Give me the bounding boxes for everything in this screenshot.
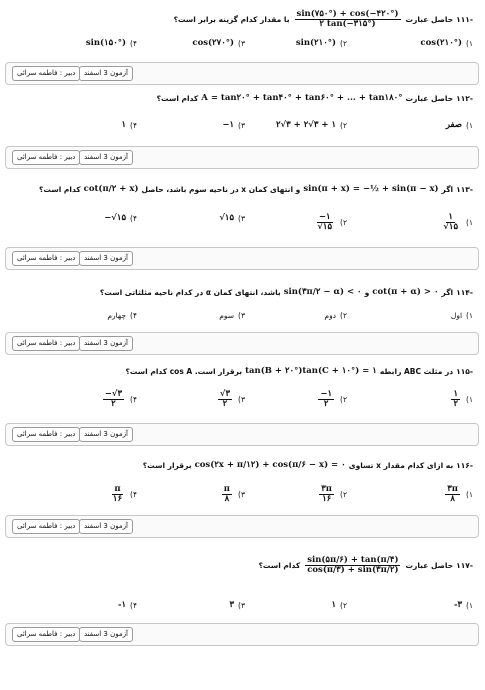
question-footer: [5, 332, 479, 355]
option-label: ۴): [130, 600, 137, 610]
option-label: ۴): [130, 490, 137, 500]
option-4[interactable]: [107, 311, 137, 320]
options-row: [0, 120, 485, 136]
option-label: ۲): [340, 120, 347, 130]
option-value: sin(۱۵۰°): [85, 38, 127, 48]
fraction-denominator: ۱۶: [112, 494, 123, 505]
option-fraction: [318, 390, 334, 410]
exam-tag[interactable]: آزمون 3 اسفند: [79, 519, 133, 534]
option-2[interactable]: [313, 213, 347, 233]
teacher-tag[interactable]: دبیر : فاطمه سرائی: [12, 150, 80, 165]
option-4[interactable]: [121, 120, 137, 130]
option-value: −√۱۵: [104, 213, 127, 223]
question-text: کدام است؟: [156, 93, 199, 103]
question-text: کدام است؟: [258, 561, 301, 571]
option-fraction: [451, 390, 460, 410]
question-text: به ازای کدام مقدار x تساوی: [348, 460, 454, 470]
option-value: cos(۲۷۰°): [192, 38, 235, 48]
option-label: ۳): [238, 600, 245, 610]
option-2[interactable]: [276, 120, 347, 130]
option-label: ۲): [340, 218, 347, 228]
option-label: ۱): [466, 120, 473, 130]
option-label: ۲): [340, 490, 347, 500]
expression-fraction: [305, 556, 400, 576]
exam-tag[interactable]: آزمون 3 اسفند: [79, 427, 133, 442]
option-label: ۱): [466, 490, 473, 500]
fraction-numerator: −۱: [318, 212, 331, 222]
fraction-denominator: ۲: [111, 399, 116, 410]
fraction-denominator: ۸: [224, 494, 230, 505]
fraction-denominator: ۸: [450, 494, 455, 505]
option-label: ۱): [466, 311, 473, 320]
option-4[interactable]: [109, 485, 137, 505]
option-label: ۳): [238, 120, 245, 130]
teacher-tag[interactable]: دبیر : فاطمه سرائی: [12, 627, 80, 642]
option-label: ۲): [340, 600, 347, 610]
option-value: cos(۲۱۰°): [420, 38, 463, 48]
fraction-numerator: ۳π: [447, 484, 459, 494]
expression: cos(۲x + π/۱۲) + cos(π/۶ − x) = ۰: [194, 460, 346, 470]
option-value: صفر: [445, 120, 463, 130]
fraction-denominator: ۲ tan(−۳۱۵°): [319, 19, 376, 30]
fraction-numerator: π: [114, 484, 121, 494]
option-label: ۲): [340, 395, 347, 405]
expression: A = tan۲۰° + tan۴۰° + tan۶۰° + ... + tan۱۸۰°: [201, 93, 403, 103]
option-1[interactable]: [439, 213, 473, 233]
option-value: سوم: [219, 311, 235, 320]
option-fraction: [441, 213, 460, 233]
question-text: حاصل عبارت: [405, 561, 454, 571]
fraction-denominator: ۱۶: [322, 494, 332, 505]
option-label: ۴): [130, 213, 137, 223]
expression: sin(۳π/۲ − α) < ۰: [283, 287, 362, 297]
option-value: √۱۵: [219, 213, 235, 223]
option-value: چهارم: [107, 311, 127, 320]
exam-tag[interactable]: آزمون 3 اسفند: [79, 336, 133, 351]
option-label: ۲): [340, 38, 347, 48]
option-value: -۱: [117, 600, 127, 610]
question-stem: [125, 366, 473, 376]
fraction-denominator: ۲: [222, 399, 228, 410]
options-row: [0, 38, 485, 54]
teacher-tag[interactable]: دبیر : فاطمه سرائی: [12, 66, 80, 81]
option-label: ۳): [238, 311, 245, 320]
options-row: [0, 311, 485, 327]
question-stem: [157, 93, 473, 103]
teacher-tag[interactable]: دبیر : فاطمه سرائی: [12, 336, 80, 351]
option-value: ۱: [331, 600, 337, 610]
option-1[interactable]: [420, 38, 473, 48]
fraction-numerator: ۱: [448, 212, 453, 222]
option-label: ۴): [130, 395, 137, 405]
question-footer: [5, 515, 479, 538]
fraction-numerator: π: [223, 484, 231, 494]
expression: sin(π + x) = −½ + sin(π − x): [303, 184, 439, 194]
option-value: sin(۲۱۰°): [295, 38, 337, 48]
options-row: [0, 212, 485, 233]
question-text: اگر: [441, 287, 454, 297]
fraction-denominator: cos(π/۳) + sin(۳π/۲): [307, 565, 399, 576]
question-text: اگر: [441, 184, 454, 194]
teacher-tag[interactable]: دبیر : فاطمه سرائی: [12, 251, 80, 266]
option-value: −۱: [222, 120, 235, 130]
option-label: ۴): [130, 120, 137, 130]
question-text: با مقدار کدام گزینه برابر است؟: [173, 15, 290, 25]
expression: cot(π/۲ + x): [83, 184, 139, 194]
option-3[interactable]: [192, 38, 245, 48]
option-label: ۱): [466, 600, 473, 610]
question-number: -۱۱۷: [456, 561, 473, 571]
fraction-numerator: −√۳: [104, 389, 123, 399]
question-number: -۱۱۵: [456, 366, 473, 376]
option-fraction: [445, 485, 460, 505]
fraction-numerator: ۳π: [321, 484, 333, 494]
question-footer: [5, 247, 479, 270]
option-3[interactable]: [219, 213, 245, 223]
option-2[interactable]: [317, 485, 347, 505]
fraction-numerator: sin(۷۵۰°) + cos(−۴۲۰°): [296, 9, 399, 19]
option-label: ۱): [466, 38, 473, 48]
question-stem: [143, 460, 473, 470]
option-label: ۴): [130, 38, 137, 48]
option-label: ۳): [238, 38, 245, 48]
question-text: و: [364, 287, 370, 297]
option-4[interactable]: [86, 38, 137, 48]
option-value: -۳: [453, 600, 463, 610]
option-1[interactable]: [449, 390, 473, 410]
fraction-numerator: ۱: [453, 389, 459, 399]
expression: cot(π + α) > ۰: [372, 287, 439, 297]
option-fraction: [111, 485, 124, 505]
question-footer: [5, 423, 479, 446]
question-footer: [5, 62, 479, 85]
question-text: و انتهای کمان x در ناحیه سوم باشد، حاصل: [141, 184, 301, 194]
option-4[interactable]: [104, 213, 137, 223]
option-3[interactable]: [216, 390, 245, 410]
question-footer: [5, 623, 479, 646]
option-value: ۳: [229, 600, 235, 610]
exam-tag[interactable]: آزمون 3 اسفند: [79, 66, 133, 81]
option-3[interactable]: [219, 311, 245, 320]
option-1[interactable]: [451, 311, 473, 320]
fraction-denominator: ۲: [453, 399, 459, 410]
option-label: ۴): [130, 311, 137, 320]
option-1[interactable]: [454, 600, 473, 610]
exam-tag[interactable]: آزمون 3 اسفند: [79, 251, 133, 266]
option-4[interactable]: [118, 600, 137, 610]
question-number: -۱۱۳: [456, 184, 473, 194]
option-3[interactable]: [229, 600, 245, 610]
option-fraction: [103, 390, 124, 410]
option-label: ۳): [238, 490, 245, 500]
question-text: در مثلث ABC رابطه: [379, 366, 454, 376]
teacher-tag[interactable]: دبیر : فاطمه سرائی: [12, 519, 80, 534]
expression: tan(B + ۲۰°)tan(C + ۱۰°) = ۱: [245, 366, 377, 376]
option-label: ۲): [340, 311, 347, 320]
option-value: دوم: [324, 311, 337, 320]
question-number: -۱۱۴: [456, 287, 473, 297]
question-stem: [259, 556, 473, 576]
fraction-denominator: ۲: [323, 399, 329, 410]
options-row: [0, 484, 485, 505]
question-text: برقرار است؟: [142, 460, 192, 470]
question-text: باشد، انتهای کمان α در کدام ناحیه مثلثاتی است؟: [99, 287, 281, 297]
question-text: حاصل عبارت: [405, 15, 454, 25]
option-2[interactable]: [331, 600, 347, 610]
teacher-tag[interactable]: دبیر : فاطمه سرائی: [12, 427, 80, 442]
fraction-denominator: √۱۵: [443, 222, 459, 233]
option-1[interactable]: [443, 485, 473, 505]
option-fraction: [319, 485, 334, 505]
option-2[interactable]: [296, 38, 347, 48]
question-stem: [174, 10, 473, 30]
option-fraction: [218, 390, 232, 410]
option-fraction: [222, 485, 232, 505]
exam-tag[interactable]: آزمون 3 اسفند: [79, 150, 133, 165]
option-label: ۳): [238, 395, 245, 405]
question-text: حاصل عبارت: [405, 93, 454, 103]
question-text: برقرار است. cos A کدام است؟: [125, 366, 243, 376]
option-fraction: [315, 213, 334, 233]
option-3[interactable]: [222, 120, 245, 130]
fraction-numerator: √۳: [219, 389, 231, 399]
option-2[interactable]: [324, 311, 347, 320]
fraction-denominator: √۱۵: [317, 222, 333, 233]
question-text: کدام است؟: [39, 184, 81, 194]
option-1[interactable]: [446, 120, 473, 130]
option-label: ۳): [238, 213, 245, 223]
question-number: -۱۱۲: [456, 93, 473, 103]
question-stem: [39, 184, 473, 194]
expression-fraction: [295, 10, 401, 30]
question-number: -۱۱۱: [456, 15, 473, 25]
question-number: -۱۱۶: [456, 460, 473, 470]
option-2[interactable]: [316, 390, 347, 410]
option-3[interactable]: [220, 485, 245, 505]
option-value: ۱: [121, 120, 127, 130]
option-value: ۲√۳ + ۲√۳ + ۱: [275, 120, 337, 130]
option-label: ۱): [466, 218, 473, 228]
option-label: ۱): [466, 395, 473, 405]
option-value: اول: [450, 311, 463, 320]
exam-tag[interactable]: آزمون 3 اسفند: [79, 627, 133, 642]
fraction-numerator: sin(۵π/۶) + tan(π/۴): [307, 555, 399, 565]
option-4[interactable]: [101, 390, 137, 410]
question-stem: [100, 287, 473, 297]
question-footer: [5, 146, 479, 169]
options-row: [0, 389, 485, 410]
options-row: [0, 600, 485, 616]
fraction-numerator: −۱: [320, 389, 333, 399]
